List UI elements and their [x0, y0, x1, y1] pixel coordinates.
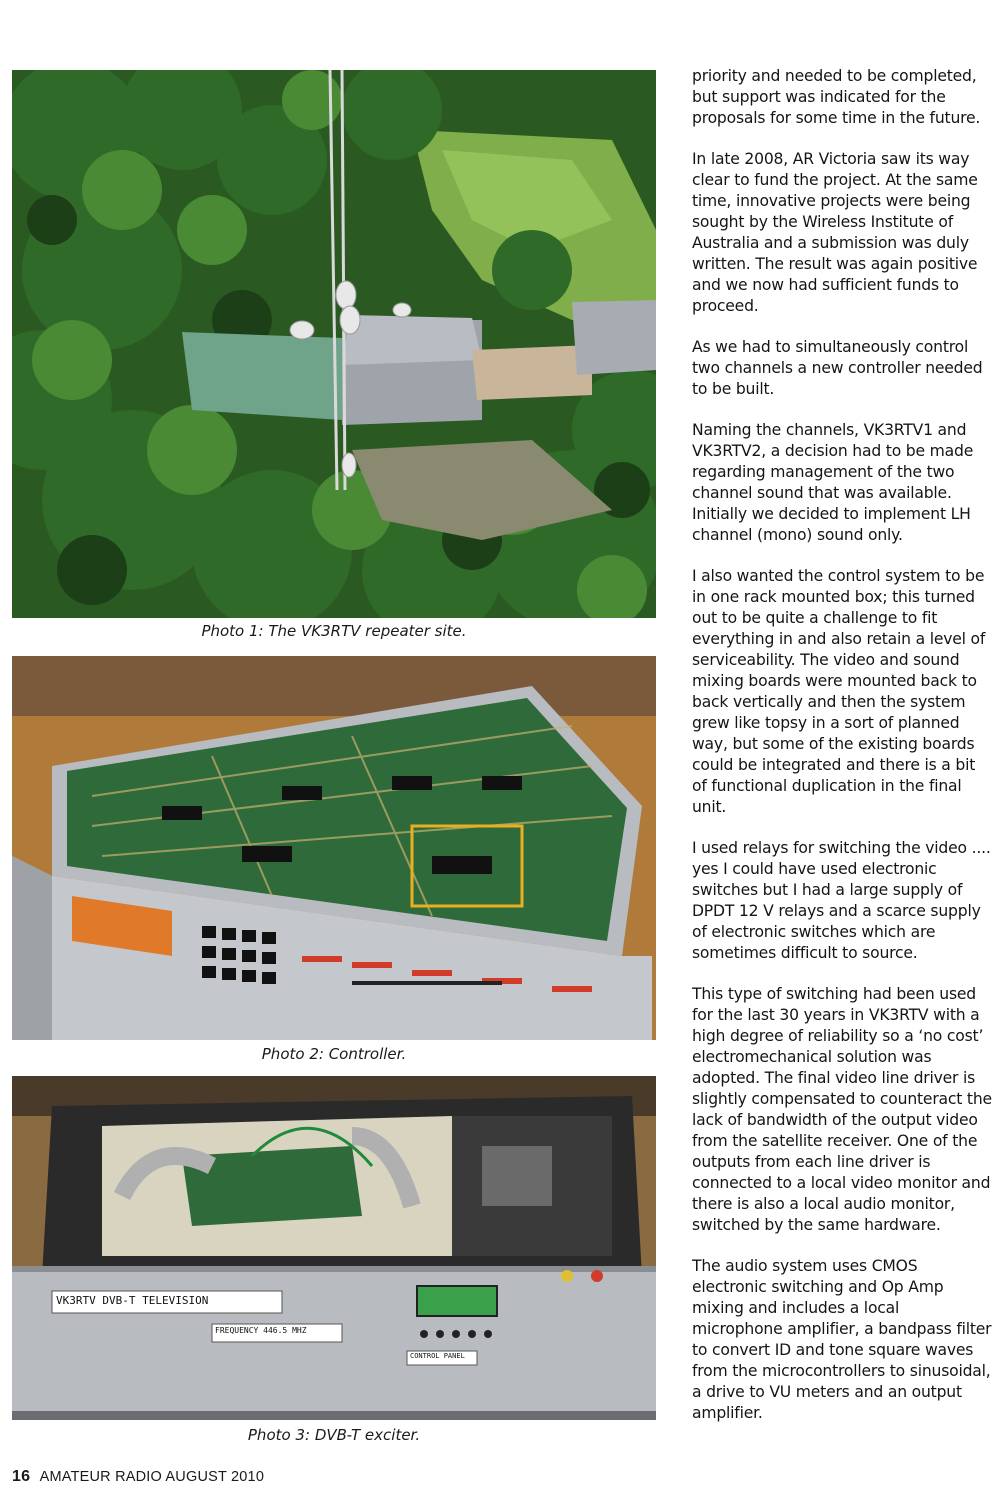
repeater-site-image: [12, 70, 656, 618]
article-paragraph: priority and needed to be completed, but support was indicated for the proposals for some time in the future.: [692, 67, 981, 127]
exciter-front-label: VK3RTV DVB-T TELEVISION: [56, 1294, 209, 1307]
photo-2-caption-text: Controller.: [328, 1045, 407, 1063]
article-column: [692, 66, 992, 1444]
photo-1-caption-label: Photo 1:: [201, 622, 264, 640]
photo-2-controller: [12, 656, 656, 1040]
exciter-frequency-label: FREQUENCY 446.5 MHZ: [215, 1326, 307, 1335]
article-paragraph: I also wanted the control system to be in one rack mounted box; this turned out to be quite a challenge to fit everything in and also retain a level of serviceability. The video and sound mixing boards were mounted back to back vertically and then the system grew like topsy in a sort of planned way, but some of the existing boards could be integrated and there is a bit of functional duplication in the final unit.: [692, 567, 986, 816]
dvbt-exciter-image: [12, 1076, 656, 1420]
photo-3-dvbt-exciter: [12, 1076, 656, 1420]
photo-3-caption-label: Photo 3:: [247, 1426, 311, 1444]
photo-2-caption-label: Photo 2:: [261, 1045, 324, 1063]
article-paragraph: I used relays for switching the video .... yes I could have used electronic switches but I had a large supply of DPDT 12 V relays and a scarce supply of electronic switches which are sometimes difficult to source.: [692, 839, 991, 962]
article-paragraph: The audio system uses CMOS electronic switching and Op Amp mixing and includes a local microphone amplifier, a bandpass filter to convert ID and tone square waves from the microcontrollers to sinusoidal, a drive to VU meters and an output amplifier.: [692, 1257, 992, 1422]
photo-3-caption-text: DVB-T exciter.: [314, 1426, 421, 1444]
photo-1-caption: [12, 622, 656, 640]
article-paragraph: This type of switching had been used for the last 30 years in VK3RTV with a high degree of reliability so a ‘no cost’ electromechanical solution was adopted. The final video line driver is slightly compensated to counteract the lack of bandwidth of the output video from the satellite receiver. One of the outputs from each line driver is connected to a local video monitor and there is also a local audio monitor, switched by the same hardware.: [692, 985, 992, 1234]
photo-2-caption: [12, 1045, 656, 1063]
page-footer: [12, 1468, 264, 1486]
photo-3-caption: [12, 1426, 656, 1444]
photo-1-caption-text: The VK3RTV repeater site.: [268, 622, 467, 640]
article-paragraph: In late 2008, AR Victoria saw its way clear to fund the project. At the same time, innovative projects were being sought by the Wireless Institute of Australia and a submission was duly written. The result was again positive and we now had sufficient funds to proceed.: [692, 150, 978, 315]
photo-1-repeater-site: [12, 70, 656, 618]
article-paragraph: Naming the channels, VK3RTV1 and VK3RTV2, a decision had to be made regarding management of the two channel sound that was available. Initially we decided to implement LH channel (mono) sound only.: [692, 421, 974, 544]
publication-name: AMATEUR RADIO AUGUST 2010: [39, 1469, 265, 1485]
controller-image: [12, 656, 656, 1040]
exciter-control-panel-label: CONTROL PANEL: [410, 1352, 465, 1360]
page-number: 16: [12, 1468, 31, 1485]
article-paragraph: As we had to simultaneously control two channels a new controller needed to be built.: [692, 338, 983, 398]
